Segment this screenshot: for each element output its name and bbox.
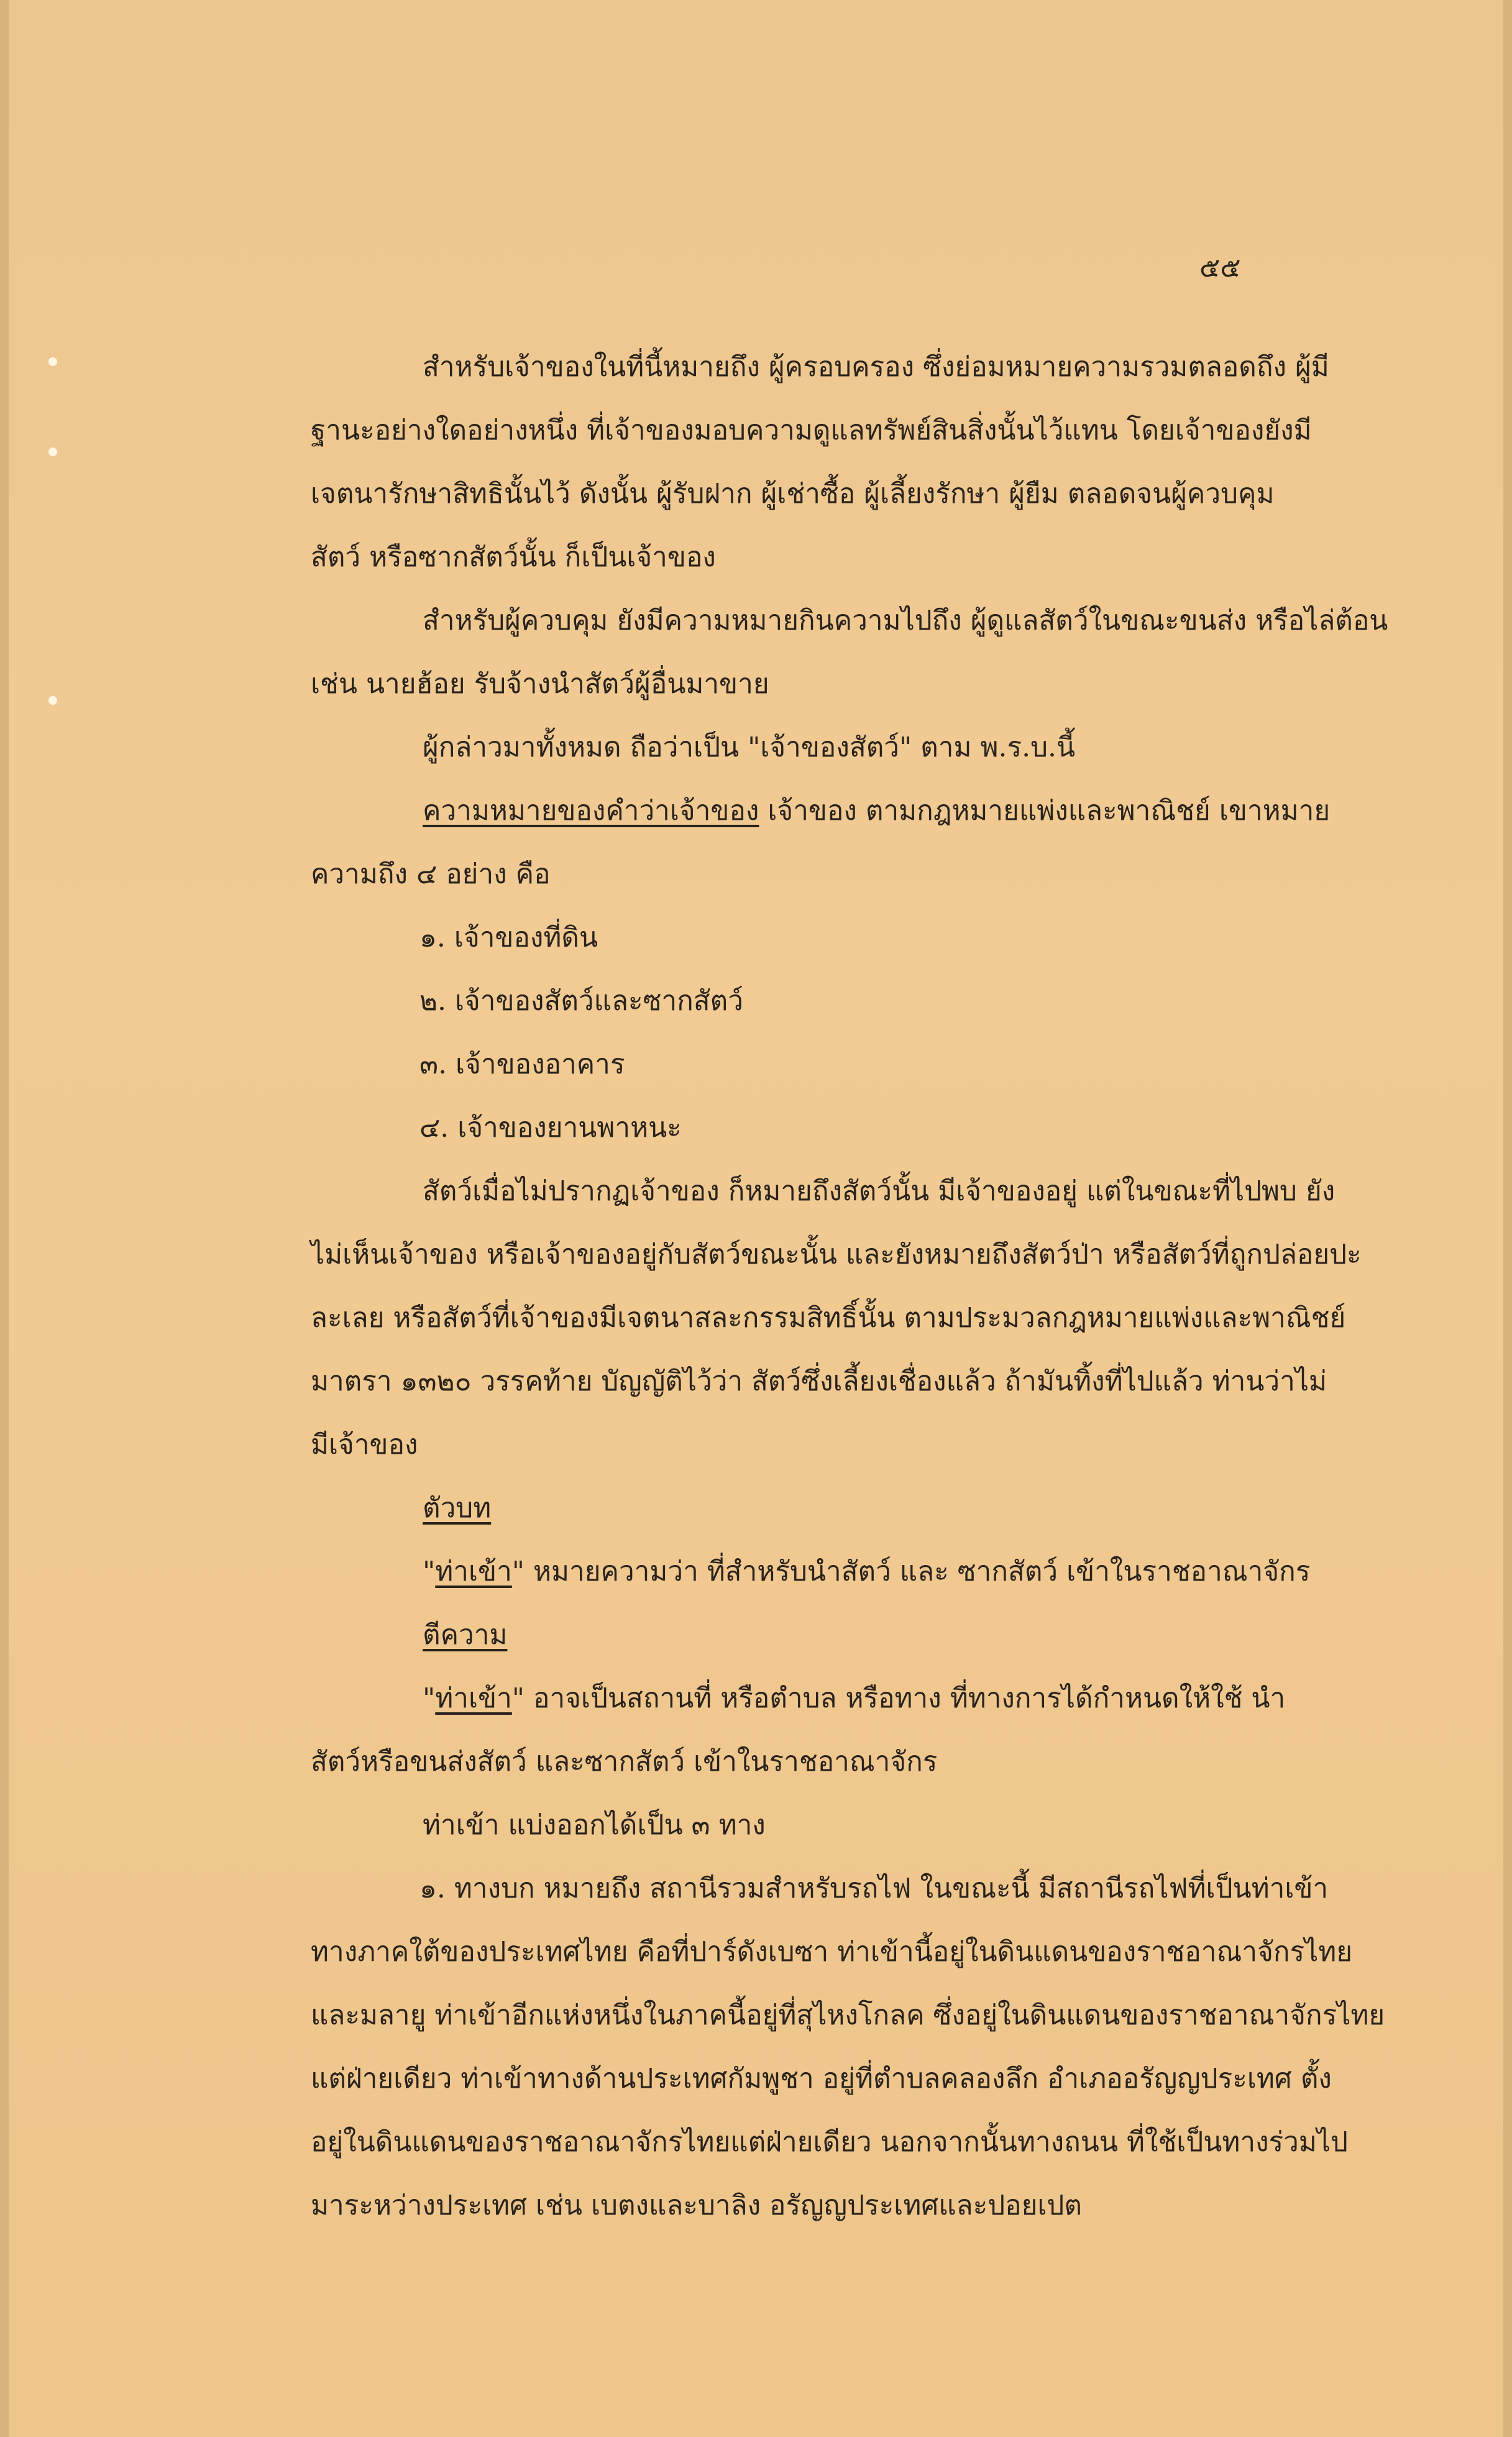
paragraph-line: เจตนารักษาสิทธินั้นไว้ ดังนั้น ผู้รับฝาก ผู้เช่าซื้อ ผู้เลี้ยงรักษา ผู้ยืม ตลอดจนผู้ควบคุม bbox=[311, 478, 1275, 510]
paragraph-line: ไม่เห็นเจ้าของ หรือเจ้าของอยู่กับสัตว์ขณะนั้น และยังหมายถึงสัตว์ป่า หรือสัตว์ที่ถูกปล่อยปะ bbox=[311, 1239, 1362, 1270]
statute-line bbox=[311, 1540, 1342, 1604]
paragraph-line: ความถึง ๔ อย่าง คือ bbox=[311, 858, 551, 890]
paragraph-line: ทางภาคใต้ของประเทศไทย คือที่ปาร์ดังเบซา ท่าเข้านี้อยู่ในดินแดนของราชอาณาจักรไทย bbox=[311, 1936, 1353, 1968]
page-number: ๕๕ bbox=[1199, 252, 1241, 283]
paragraph-line: เช่น นายฮ้อย รับจ้างนำสัตว์ผู้อื่นมาขาย bbox=[311, 668, 769, 700]
paragraph-line: สัตว์หรือขนส่งสัตว์ และซากสัตว์ เข้าในราชอาณาจักร bbox=[311, 1746, 938, 1778]
paragraph-line: ละเลย หรือสัตว์ที่เจ้าของมีเจตนาสละกรรมสิทธิ์นั้น ตามประมวลกฎหมายแพ่งและพาณิชย์ bbox=[311, 1302, 1346, 1334]
paragraph-line: สำหรับผู้ควบคุม ยังมีความหมายกินความไปถึง ผู้ดูแลสัตว์ในขณะขนส่ง หรือไล่ต้อน bbox=[423, 605, 1388, 636]
binding-hole bbox=[48, 357, 57, 366]
paragraph-line: ท่าเข้า แบ่งออกได้เป็น ๓ ทาง bbox=[423, 1809, 766, 1841]
section-heading-label: ตัวบท bbox=[423, 1492, 492, 1524]
section-heading-interpretation bbox=[311, 1604, 1342, 1667]
section-heading-label: ตีความ bbox=[423, 1619, 508, 1651]
statute-text: " หมายความว่า ที่สำหรับนำสัตว์ และ ซากสัตว์ เข้าในราชอาณาจักร bbox=[511, 1556, 1311, 1587]
defined-term: ท่าเข้า bbox=[435, 1556, 512, 1587]
page-edge-right bbox=[1503, 0, 1512, 2437]
definition-heading: ความหมายของคำว่าเจ้าของ bbox=[423, 795, 759, 827]
list-item: ๑. เจ้าของที่ดิน bbox=[419, 922, 598, 953]
document-body bbox=[311, 336, 1388, 2237]
paragraph-line: มีเจ้าของ bbox=[311, 1429, 418, 1461]
paragraph-line: ๑. ทางบก หมายถึง สถานีรวมสำหรับรถไฟ ในขณะนี้ มีสถานีรถไฟที่เป็นท่าเข้า bbox=[419, 1873, 1329, 1904]
list-item: ๓. เจ้าของอาคาร bbox=[419, 1049, 625, 1080]
paragraph-line: แต่ฝ่ายเดียว ท่าเข้าทางด้านประเทศกัมพูชา อยู่ที่ตำบลคลองลึก อำเภออรัญญประเทศ ตั้ง bbox=[311, 2063, 1332, 2095]
paragraph-line: ผู้กล่าวมาทั้งหมด ถือว่าเป็น "เจ้าของสัตว์" ตาม พ.ร.บ.นี้ bbox=[423, 732, 1076, 763]
list-item: ๒. เจ้าของสัตว์และซากสัตว์ bbox=[419, 985, 743, 1017]
paragraph-line: อยู่ในดินแดนของราชอาณาจักรไทยแต่ฝ่ายเดียว นอกจากนั้นทางถนน ที่ใช้เป็นทางร่วมไป bbox=[311, 2126, 1348, 2158]
paragraph-line: สำหรับเจ้าของในที่นี้หมายถึง ผู้ครอบครอง ซึ่งย่อมหมายความรวมตลอดถึง ผู้มี bbox=[423, 351, 1329, 383]
paragraph-line: สัตว์ หรือซากสัตว์นั้น ก็เป็นเจ้าของ bbox=[311, 541, 716, 573]
paragraph-line: ฐานะอย่างใดอย่างหนึ่ง ที่เจ้าของมอบความดูแลทรัพย์สินสิ่งนั้นไว้แทน โดยเจ้าของยังมี bbox=[311, 415, 1312, 446]
defined-term: ท่าเข้า bbox=[435, 1682, 512, 1714]
interpretation-line bbox=[311, 1667, 1342, 1730]
definition-text: เจ้าของ ตามกฎหมายแพ่งและพาณิชย์ เขาหมาย bbox=[759, 795, 1331, 827]
page-edge-left bbox=[0, 0, 9, 2437]
quote-mark: " bbox=[423, 1556, 436, 1587]
interpretation-text: " อาจเป็นสถานที่ หรือตำบล หรือทาง ที่ทางการได้กำหนดให้ใช้ นำ bbox=[511, 1682, 1286, 1714]
binding-hole bbox=[48, 447, 57, 456]
paragraph-line: สัตว์เมื่อไม่ปรากฏเจ้าของ ก็หมายถึงสัตว์นั้น มีเจ้าของอยู่ แต่ในขณะที่ไปพบ ยัง bbox=[423, 1175, 1336, 1207]
list-item: ๔. เจ้าของยานพาหนะ bbox=[419, 1112, 682, 1144]
section-heading-text bbox=[311, 1477, 1342, 1540]
paragraph-line: และมลายู ท่าเข้าอีกแห่งหนึ่งในภาคนี้อยู่ที่สุไหงโกลค ซึ่งอยู่ในดินแดนของราชอาณาจักรไทย bbox=[311, 1999, 1385, 2031]
paragraph-line: มาตรา ๑๓๒๐ วรรคท้าย บัญญัติไว้ว่า สัตว์ซึ่งเลี้ยงเชื่องแล้ว ถ้ามันทิ้งที่ไปแล้ว ท่านว่าไม่ bbox=[311, 1365, 1327, 1397]
binding-hole bbox=[48, 696, 57, 705]
quote-mark: " bbox=[423, 1682, 436, 1714]
paragraph-line: มาระหว่างประเทศ เช่น เบตงและบาลิง อรัญญประเทศและปอยเปต bbox=[311, 2190, 1082, 2221]
definition-line bbox=[311, 779, 1342, 843]
